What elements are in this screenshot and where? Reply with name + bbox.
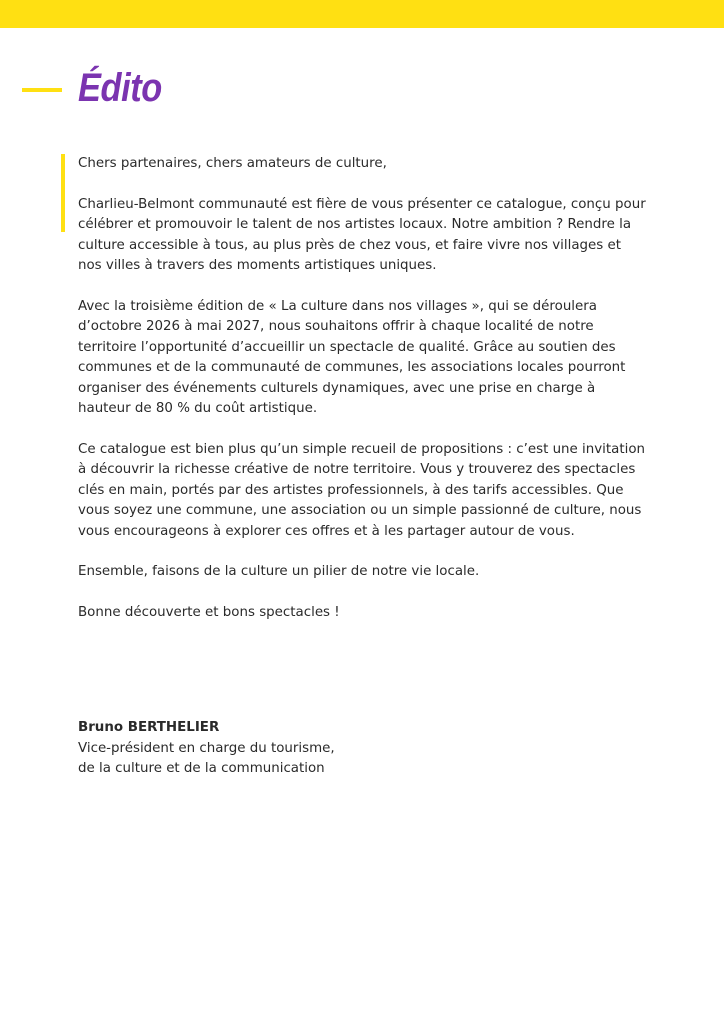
title-row: [22, 60, 175, 116]
greeting-paragraph: Chers partenaires, chers amateurs de culture,: [78, 156, 387, 171]
quote-bar: [61, 154, 65, 232]
signature-block: [78, 718, 335, 780]
signature-name: Bruno BERTHELIER: [78, 720, 220, 735]
paragraph-intro: Charlieu-Belmont communauté est fière de vous présenter ce catalogue, conçu pour célébrer et promouvoir le talent de nos artistes locaux. Notre ambition ? Rendre la culture accessible à tous, au plus près de chez vous, et faire vivre nos villages et nos villes à travers des moments artistiques uniques.: [78, 196, 646, 273]
paragraph-catalogue: Ce catalogue est bien plus qu’un simple recueil de propositions : c’est une invitation à découvrir la richesse créative de notre territoire. Vous y trouverez des spectacles clés en main, portés par des artistes professionnels, à des tarifs accessibles. Que vous soyez une commune, une association ou un simple passionné de culture, nous vous encourageons à explorer ces offres et à les partager autour de vous.: [78, 441, 645, 539]
title-dash: [22, 88, 62, 92]
top-accent-bar: [0, 0, 724, 28]
signature-role-line-2: de la culture et de la communication: [78, 761, 325, 776]
signature-role-line-1: Vice-président en charge du tourisme,: [78, 740, 335, 756]
paragraph-third-edition: Avec la troisième édition de « La culture dans nos villages », qui se déroulera d’octobre 2026 à mai 2027, nous souhaitons offrir à chaque localité de notre territoire l’opportunité d’accueillir un spectacle de qualité. Grâce au soutien des communes et de la communauté de communes, les associations locales pourront organiser des événements culturels dynamiques, avec une prise en charge à hauteur de 80 % du coût artistique.: [78, 298, 626, 416]
paragraph-together: Ensemble, faisons de la culture un pilier de notre vie locale.: [78, 564, 480, 579]
page-title: Édito: [78, 66, 162, 110]
paragraph-closing: Bonne découverte et bons spectacles !: [78, 604, 340, 620]
edito-body: [78, 154, 648, 643]
